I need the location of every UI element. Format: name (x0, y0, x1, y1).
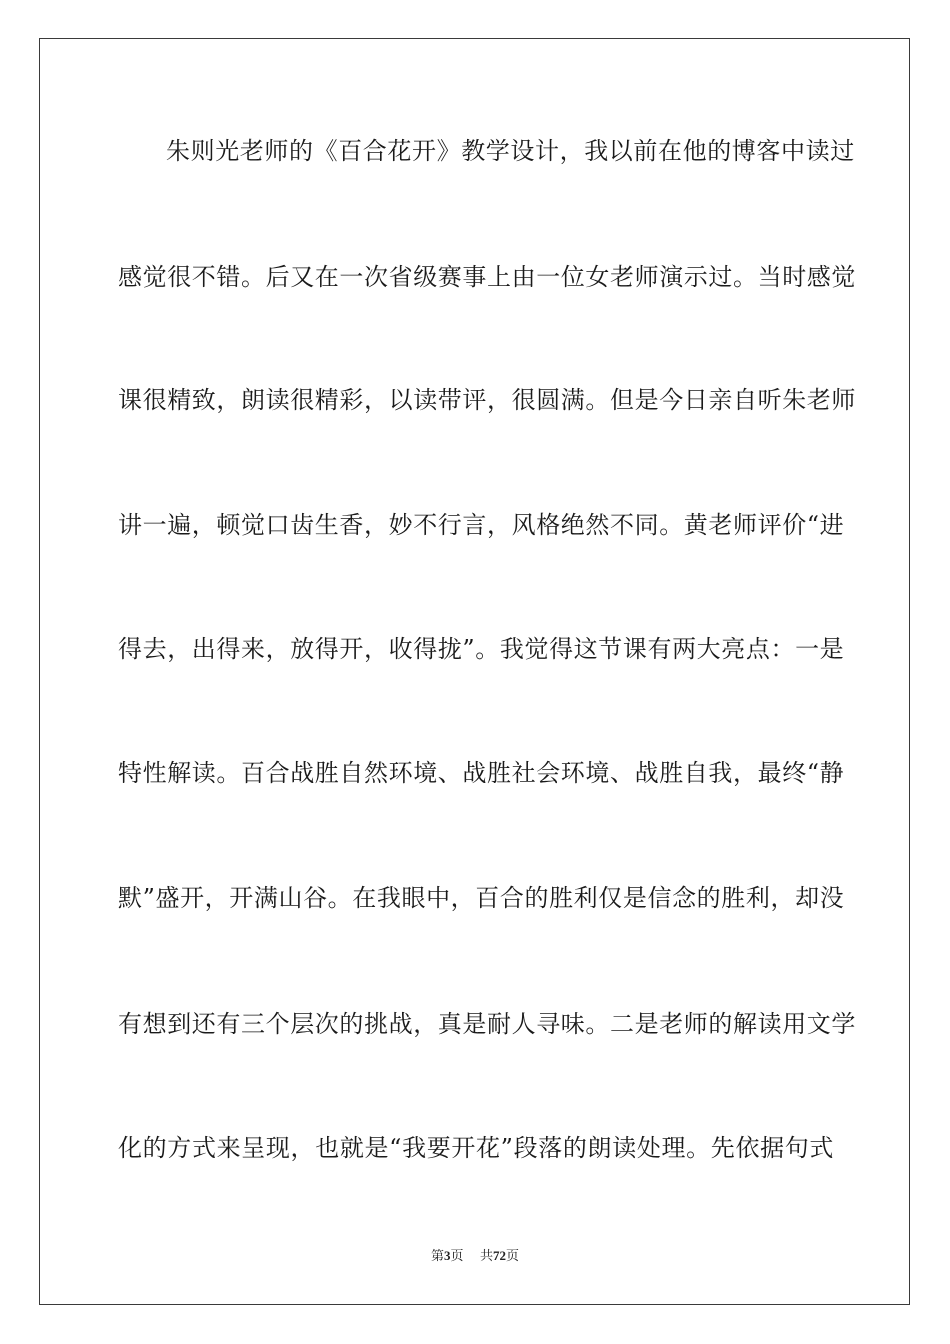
body-line-6: 特性解读。百合战胜自然环境、战胜社会环境、战胜自我，最终“静 (118, 759, 845, 787)
page-border (39, 38, 910, 1305)
total-pages: 72 (493, 1248, 507, 1263)
body-line-4: 讲一遍，顿觉口齿生香，妙不行言，风格绝然不同。黄老师评价“进 (118, 511, 845, 539)
page-suffix: 页 (450, 1249, 464, 1264)
total-prefix: 共 (480, 1249, 494, 1264)
body-line-9: 化的方式来呈现，也就是“我要开花”段落的朗读处理。先依据句式 (118, 1134, 834, 1162)
page-number: 3 (443, 1248, 451, 1263)
body-line-1: 朱则光老师的《百合花开》教学设计，我以前在他的博客中读过 (166, 137, 855, 165)
body-line-7: 默”盛开，开满山谷。在我眼中，百合的胜利仅是信念的胜利，却没 (118, 884, 845, 912)
body-line-5: 得去，出得来，放得开，收得拢”。我觉得这节课有两大亮点：一是 (118, 635, 845, 663)
body-line-3: 课很精致，朗读很精彩，以读带评，很圆满。但是今日亲自听朱老师 (118, 386, 856, 414)
page-footer (0, 1247, 950, 1266)
total-suffix: 页 (506, 1249, 520, 1264)
page-prefix: 第 (430, 1249, 444, 1264)
body-line-2: 感觉很不错。后又在一次省级赛事上由一位女老师演示过。当时感觉 (118, 263, 856, 291)
body-line-8: 有想到还有三个层次的挑战，真是耐人寻味。二是老师的解读用文学 (118, 1010, 856, 1038)
